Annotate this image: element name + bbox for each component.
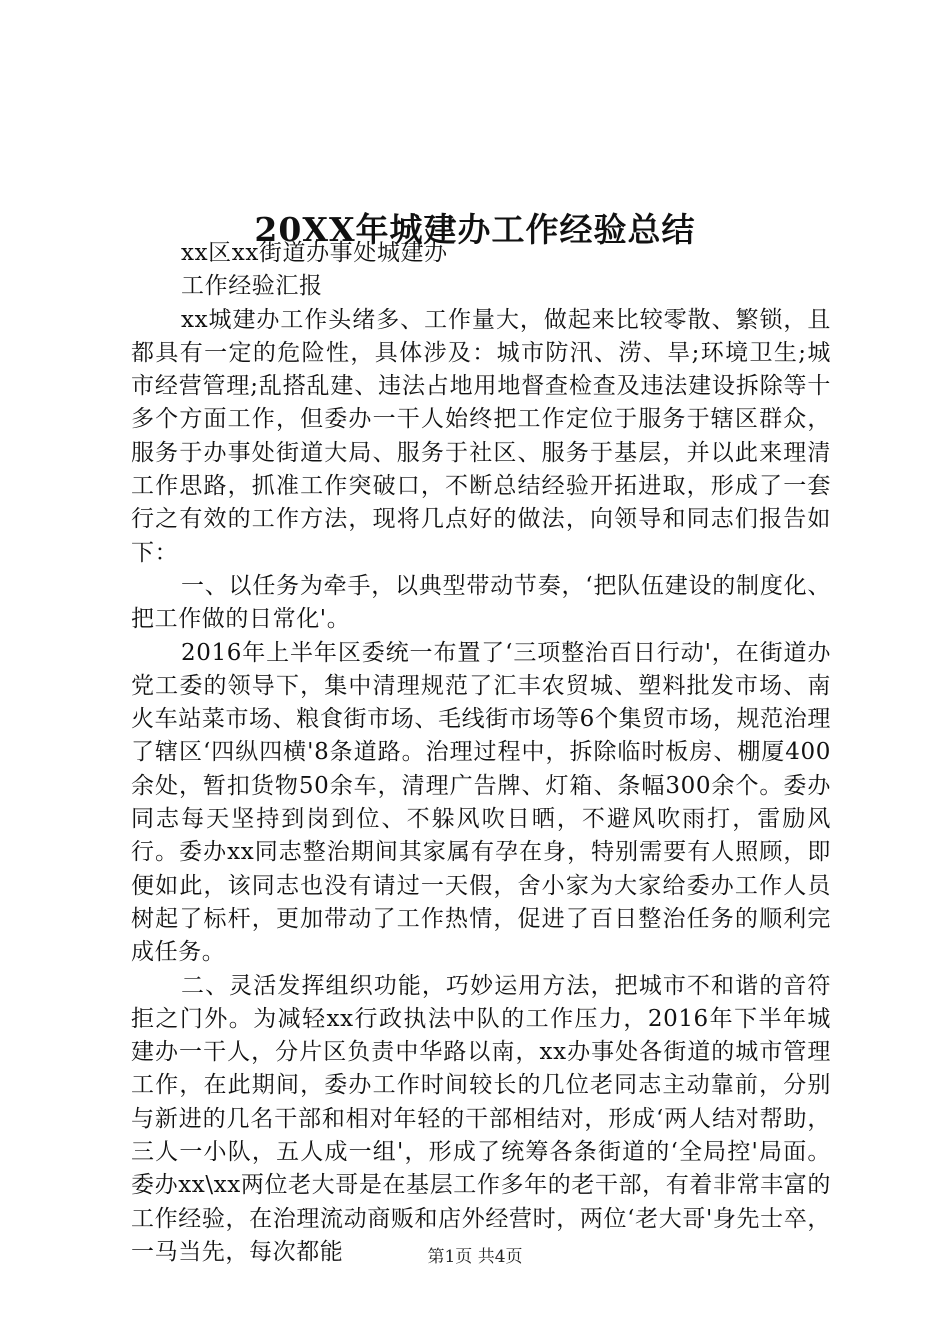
document-body xyxy=(131,237,831,1269)
paragraph-section-one-heading: 一、以任务为牵手，以典型带动节奏，‘把队伍建设的制度化、把工作做的日常化'。 xyxy=(131,572,831,633)
paragraph-report-title: 工作经验汇报 xyxy=(181,273,323,300)
paragraph-section-two: 二、灵活发挥组织功能，巧妙运用方法，把城市不和谐的音符拒之门外。为减轻xx行政执法中队的工作压力，2016年下半年城建办一干人，分片区负责中华路以南，xx办事处各街道的城市管理工作，在此期间，委办工作时间较长的几位老同志主动靠前，分别与新进的几名干部和相对年轻的干部相结对，形成‘两人结对帮助，三人一小队，五人成一组'，形成了统筹各条街道的‘全局控'局面。委办xx\xx两位老大哥是在基层工作多年的老干部，有着非常丰富的工作经验，在治理流动商贩和店外经营时，两位‘老大哥'身先士卒，一马当先，每次都能 xyxy=(131,972,831,1265)
paragraph-introduction: xx城建办工作头绪多、工作量大，做起来比较零散、繁锁，且都具有一定的危险性，具体涉及：城市防汛、涝、旱;环境卫生;城市经营管理;乱搭乱建、违法占地用地督查检查及违法建设拆除等十多个方面工作，但委办一干人始终把工作定位于服务于辖区群众，服务于办事处街道大局、服务于社区、服务于基层，并以此来理清工作思路，抓准工作突破口，不断总结经验开拓进取，形成了一套行之有效的工作方法，现将几点好的做法，向领导和同志们报告如下： xyxy=(131,306,831,566)
document-title: 20XX年城建办工作经验总结 xyxy=(254,210,696,250)
paragraph-organization: xx区xx街道办事处城建办 xyxy=(181,240,448,266)
paragraph-section-one-body: 2016年上半年区委统一布置了‘三项整治百日行动'，在街道办党工委的领导下，集中清理规范了汇丰农贸城、塑料批发市场、南火车站菜市场、粮食街市场、毛线街市场等6个集贸市场，规范治理了辖区‘四纵四横'8条道路。治理过程中，拆除临时板房、棚厦400余处，暂扣货物50余车，清理广告牌、灯箱、条幅300余个。委办同志每天坚持到岗到位、不躲风吹日晒，不避风吹雨打，雷励风行。委办xx同志整治期间其家属有孕在身，特别需要有人照顾，即便如此，该同志也没有请过一天假，舍小家为大家给委办工作人员树起了标杆，更加带动了工作热情，促进了百日整治任务的顺利完成任务。 xyxy=(131,639,831,966)
page-number-footer: 第1页 共4页 xyxy=(427,1247,523,1267)
